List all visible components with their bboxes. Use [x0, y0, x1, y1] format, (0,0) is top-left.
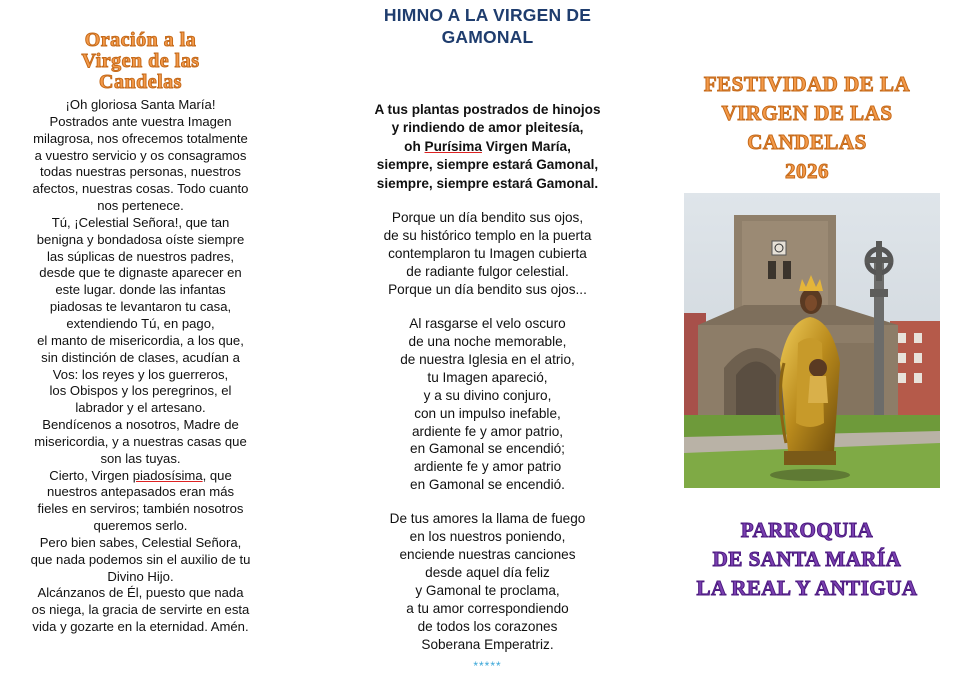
parish-title-line: LA REAL Y ANTIGUA — [696, 576, 918, 600]
stanza-line: desde aquel día feliz — [425, 565, 550, 581]
hymn-stanza — [345, 315, 630, 495]
stanza-line: Porque un día bendito sus ojos, — [391, 210, 584, 226]
underlined-word: Purísima — [424, 138, 482, 154]
prayer-line: os niega, la gracia de servirte en esta — [31, 602, 250, 618]
festival-title-line: CANDELAS — [747, 130, 867, 154]
stanza-line: a tu amor correspondiendo — [406, 601, 569, 617]
stanza-line: de una noche memorable, — [408, 333, 567, 349]
hymn-stanza — [345, 209, 630, 299]
stanza-line: Soberana Emperatriz. — [421, 637, 554, 652]
prayer-title-line: Virgen de las — [81, 50, 200, 72]
hymn-column — [345, 0, 630, 671]
prayer-line: nuestros antepasados eran más — [46, 484, 235, 500]
prayer-line: Tú, ¡Celestial Señora!, que tan — [51, 214, 230, 230]
line-segment: , que — [202, 467, 232, 483]
refrain-line: siempre, siempre estará Gamonal, — [376, 157, 599, 173]
prayer-line: queremos serlo. — [93, 518, 188, 534]
stanza-line: Porque un día bendito sus ojos... — [388, 281, 587, 297]
parish-title-line: PARROQUIA — [740, 518, 874, 542]
prayer-line: ¡Oh gloriosa Santa María! — [65, 97, 216, 112]
stanza-line: ardiente fe y amor patrio — [413, 459, 562, 475]
prayer-line: afectos, nuestras cosas. Todo cuanto — [32, 181, 249, 197]
prayer-line: todas nuestras personas, nuestros — [40, 164, 241, 180]
refrain-line: siempre, siempre estará Gamonal. — [376, 175, 599, 191]
prayer-line: Bendícenos a nosotros, Madre de — [42, 417, 239, 433]
stanza-line: tu Imagen apareció, — [427, 369, 548, 385]
stanza-line: con un impulso inefable, — [414, 405, 561, 421]
prayer-line: Pero bien sabes, Celestial Señora, — [39, 534, 242, 550]
prayer-line: Vos: los reyes y los guerreros, — [52, 366, 229, 382]
stanza-line: en los nuestros poniendo, — [409, 529, 566, 545]
stanza-line: de nuestra Iglesia en el atrio, — [400, 351, 575, 367]
stars-separator: ***** — [473, 658, 502, 673]
prayer-line: vida y gozarte en la eternidad. Amén. — [32, 619, 249, 635]
prayer-line: este lugar. donde las infantas — [55, 282, 226, 298]
hymn-title-line: HIMNO A LA VIRGEN DE — [383, 5, 592, 25]
prayer-line: los Obispos y los peregrinos, el — [49, 383, 232, 399]
prayer-line: extendiendo Tú, en pago, — [66, 315, 215, 331]
festival-title-line: VIRGEN DE LAS — [721, 101, 893, 125]
prayer-line: el manto de misericordia, a los que, — [37, 332, 244, 348]
stanza-line: de radiante fulgor celestial. — [406, 263, 569, 279]
prayer-line: fieles en serviros; también nosotros — [37, 501, 244, 517]
stanza-line: en Gamonal se encendió; — [410, 441, 565, 457]
prayer-title-line: Candelas — [99, 71, 182, 93]
line-segment: Virgen María, — [481, 138, 571, 154]
hymn-title-line: GAMONAL — [441, 27, 534, 47]
line-segment: Cierto, Virgen — [49, 467, 133, 483]
refrain-line — [345, 138, 630, 156]
hymn-title — [345, 4, 630, 48]
prayer-line: sin distinción de clases, acudían a — [41, 349, 240, 365]
prayer-line: que nada podemos sin el auxilio de tu — [30, 551, 251, 567]
stanza-line: en Gamonal se encendió. — [410, 477, 565, 493]
prayer-line: a vuestro servicio y os consagramos — [34, 147, 247, 163]
prayer-line: son las tuyas. — [100, 450, 181, 466]
stanza-line: de su histórico templo en la puerta — [383, 227, 592, 243]
prayer-title-line: Oración a la — [84, 29, 197, 51]
refrain-line: A tus plantas postrados de hinojos — [374, 102, 601, 117]
parish-title-line: DE SANTA MARÍA — [712, 547, 902, 571]
prayer-line: milagrosa, nos ofrecemos totalmente — [33, 130, 248, 146]
festival-title — [672, 70, 942, 186]
prayer-line: nos pertenece. — [97, 198, 184, 214]
festival-title-line: FESTIVIDAD DE LA — [703, 72, 911, 96]
prayer-line: labrador y el artesano. — [75, 400, 206, 416]
hymn-refrain — [345, 101, 630, 193]
prayer-line: Alcánzanos de Él, puesto que nada — [37, 585, 244, 601]
hymn-stanza — [345, 510, 630, 654]
stanza-line: ardiente fe y amor patrio, — [411, 423, 564, 439]
refrain-line: y rindiendo de amor pleitesía, — [391, 120, 584, 136]
underlined-word: piadosísima — [132, 467, 203, 483]
prayer-line: misericordia, y a nuestras casas que — [34, 433, 247, 449]
prayer-line: piadosas te levantaron tu casa, — [49, 299, 232, 315]
prayer-column — [18, 0, 263, 636]
stanza-line: Al rasgarse el velo oscuro — [409, 315, 566, 331]
prayer-line: benigna y bondadosa oíste siempre — [36, 231, 245, 247]
prayer-line: las súplicas de nuestros padres, — [46, 248, 235, 264]
prayer-title — [51, 30, 231, 93]
parish-title — [672, 516, 942, 603]
prayer-text — [18, 97, 263, 636]
hymn-stanzas — [345, 209, 630, 654]
stanza-line: De tus amores la llama de fuego — [389, 511, 586, 527]
cover-column — [672, 0, 942, 186]
line-segment: oh — [404, 138, 425, 154]
prayer-line: desde que te dignaste aparecer en — [39, 265, 242, 281]
stanza-line: y a su divino conjuro, — [423, 387, 552, 403]
stanza-line: de todos los corazones — [417, 619, 558, 635]
church-virgin-photo — [684, 193, 940, 488]
stanza-line: contemplaron tu Imagen cubierta — [388, 245, 587, 261]
stanza-line: enciende nuestras canciones — [399, 547, 576, 563]
prayer-line — [18, 468, 263, 485]
prayer-line: Divino Hijo. — [107, 568, 174, 584]
prayer-line: Postrados ante vuestra Imagen — [49, 113, 232, 129]
stanza-line: y Gamonal te proclama, — [415, 583, 560, 599]
festival-year: 2026 — [785, 159, 829, 183]
